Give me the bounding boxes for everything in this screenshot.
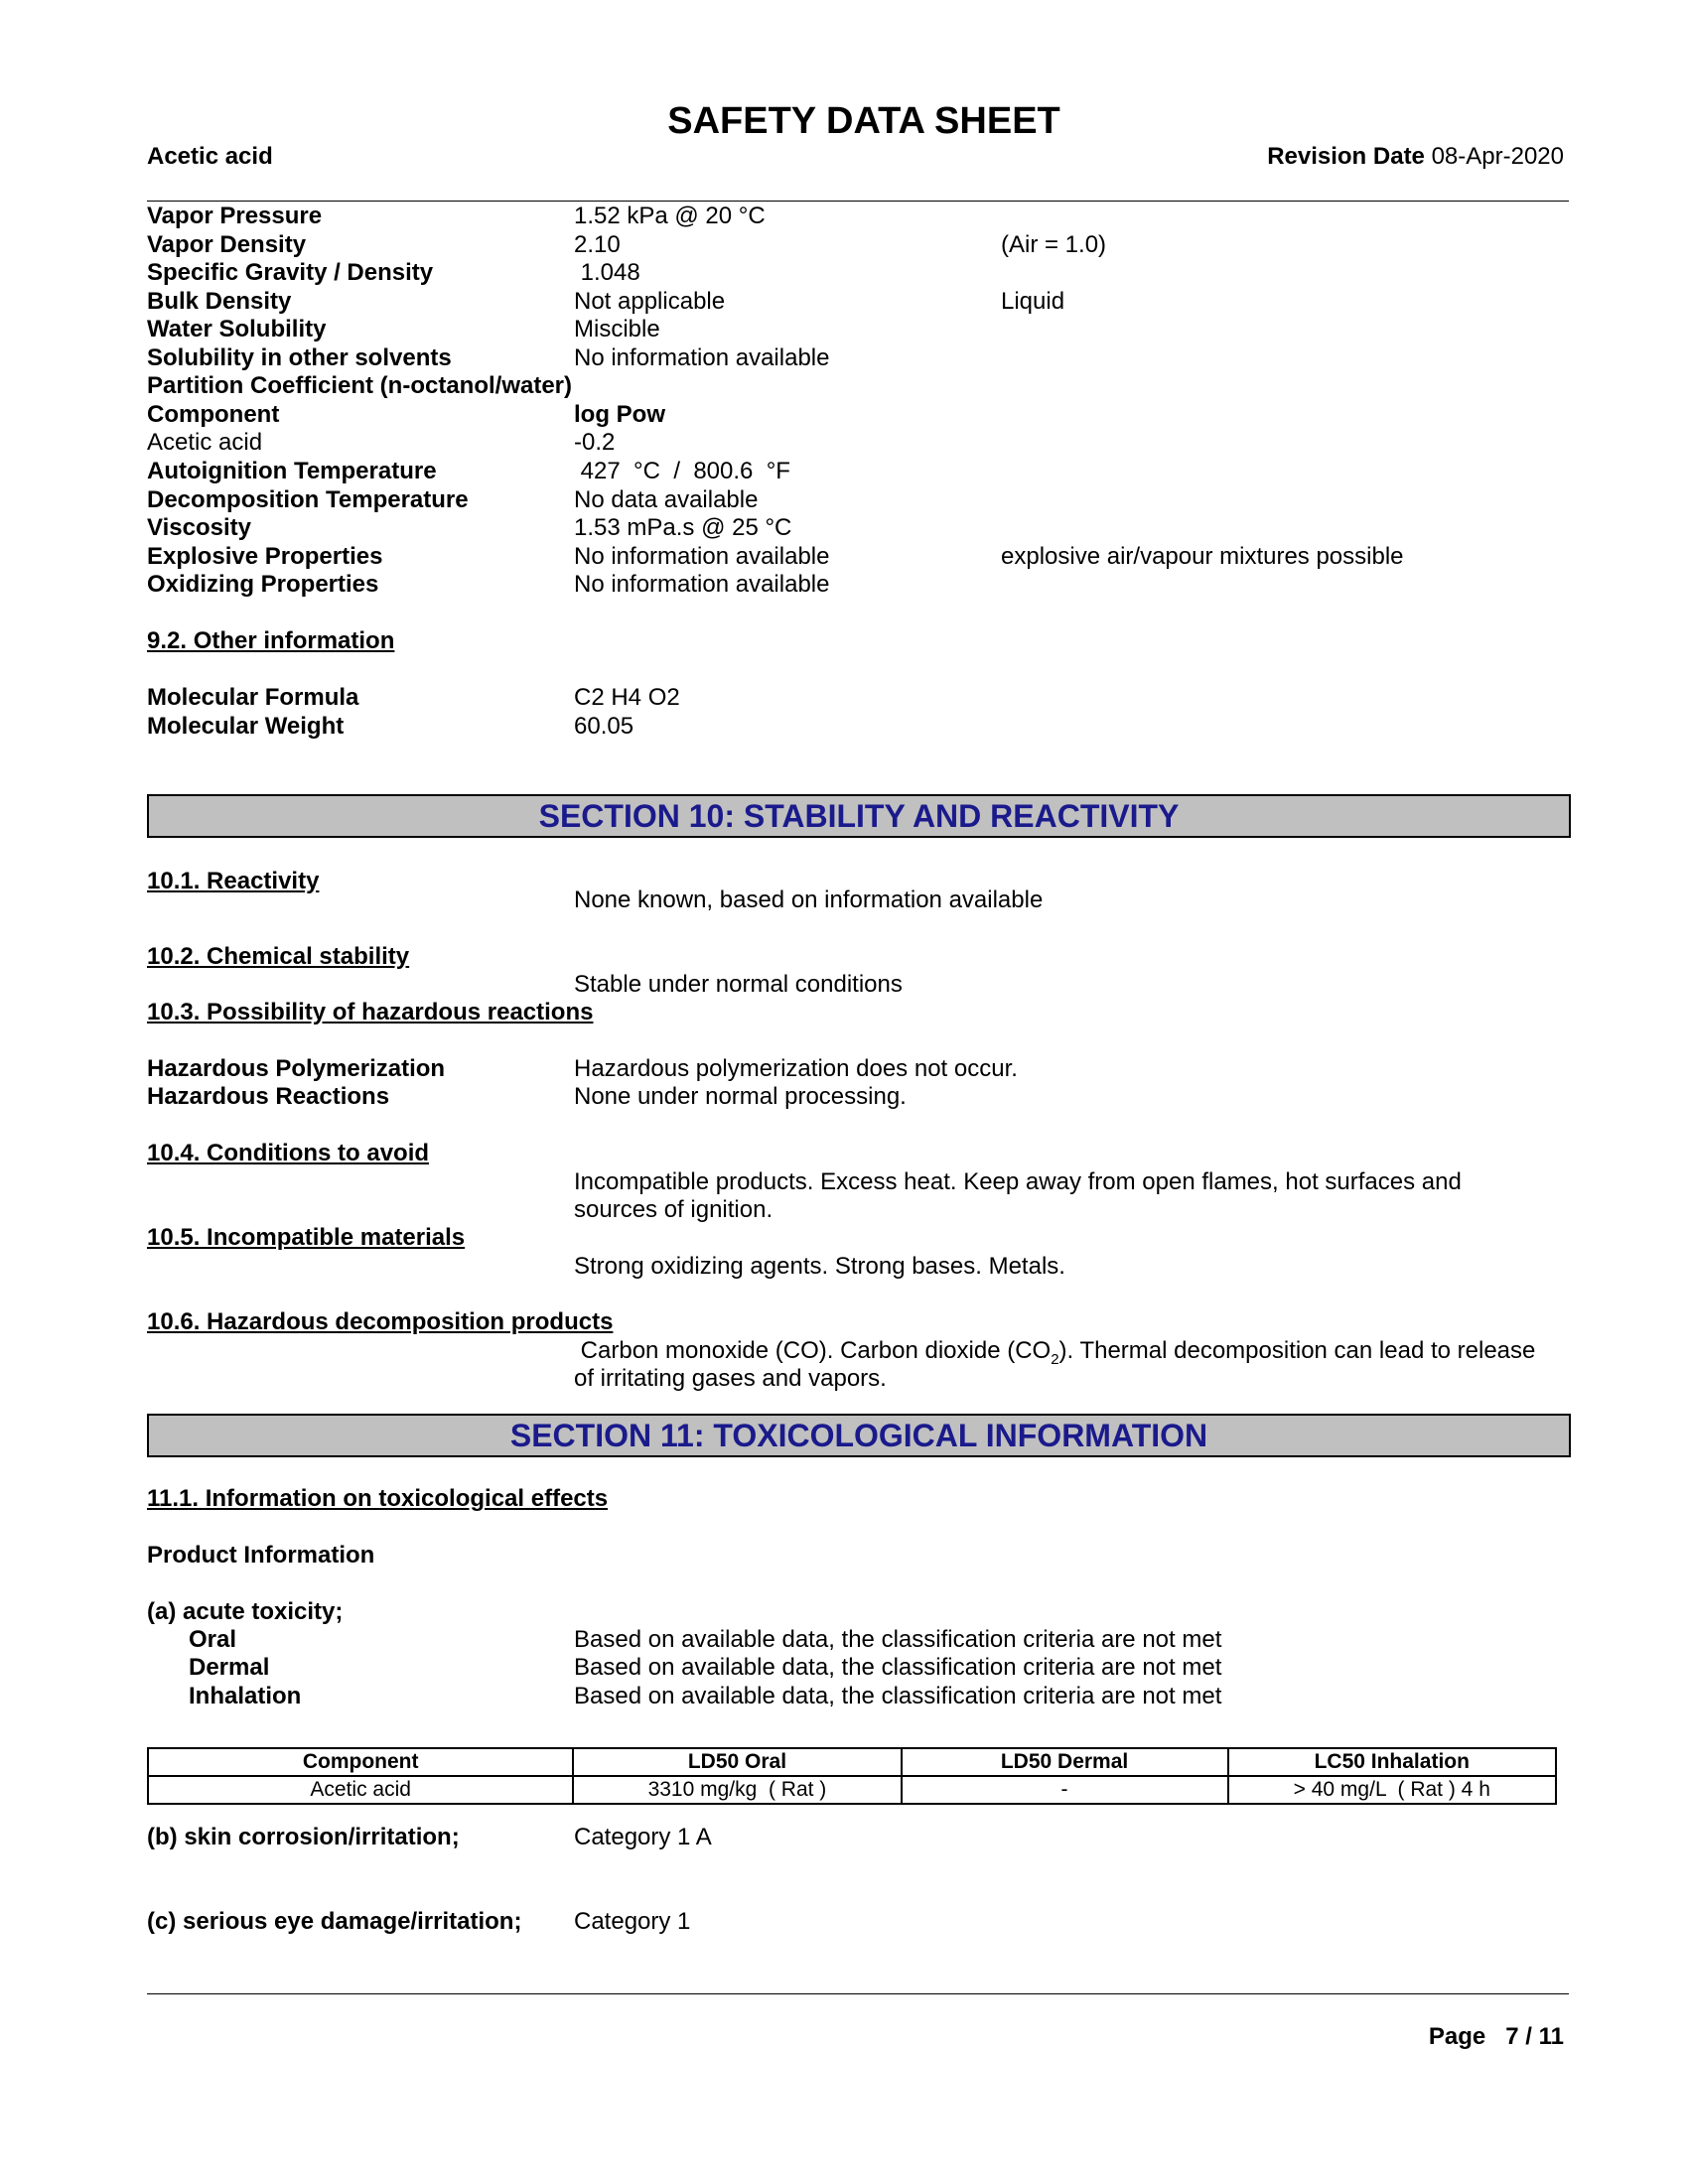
property-value: No information available <box>574 344 830 371</box>
property-value: Not applicable <box>574 288 726 315</box>
reactions-label: Hazardous Reactions <box>147 1083 390 1110</box>
property-label: Vapor Pressure <box>147 203 323 229</box>
property-label: Specific Gravity / Density <box>147 259 434 286</box>
incompatible-text: Strong oxidizing agents. Strong bases. Metals. <box>574 1253 1065 1280</box>
partition-logpow-header: log Pow <box>574 401 665 428</box>
table-row <box>148 1776 1556 1804</box>
table-header-row <box>148 1748 1556 1776</box>
product-name: Acetic acid <box>147 143 273 170</box>
reactivity-heading: 10.1. Reactivity <box>147 868 320 894</box>
property-value: No data available <box>574 486 759 513</box>
property-value: No information available <box>574 571 830 598</box>
dermal-label: Dermal <box>189 1654 270 1681</box>
table-header-cell: LC50 Inhalation <box>1228 1748 1556 1776</box>
polymerization-text: Hazardous polymerization does not occur. <box>574 1055 1018 1082</box>
section-11-header: SECTION 11: TOXICOLOGICAL INFORMATION <box>147 1414 1571 1457</box>
table-header-cell: LD50 Dermal <box>902 1748 1228 1776</box>
property-label: Solubility in other solvents <box>147 344 452 371</box>
dermal-criteria: Based on available data, the classification criteria are not met <box>574 1654 1222 1681</box>
property-label: Vapor Density <box>147 231 307 258</box>
acute-toxicity-label: (a) acute toxicity; <box>147 1598 344 1625</box>
stability-heading: 10.2. Chemical stability <box>147 943 410 970</box>
property-label: Oxidizing Properties <box>147 571 379 598</box>
property-value: Miscible <box>574 316 660 342</box>
property-label: Water Solubility <box>147 316 327 342</box>
polymerization-label: Hazardous Polymerization <box>147 1055 446 1082</box>
table-header-cell: Component <box>148 1748 573 1776</box>
property-value: 1.048 <box>574 259 640 286</box>
skin-corrosion-value: Category 1 A <box>574 1824 712 1850</box>
partition-component-header: Component <box>147 401 280 428</box>
eye-damage-value: Category 1 <box>574 1908 691 1935</box>
product-info-label: Product Information <box>147 1542 375 1569</box>
revision-label: Revision Date <box>1267 143 1425 170</box>
conditions-avoid-heading: 10.4. Conditions to avoid <box>147 1140 430 1166</box>
other-info-heading: 9.2. Other information <box>147 627 395 654</box>
reactivity-text: None known, based on information available <box>574 887 1044 913</box>
table-cell: - <box>902 1776 1228 1804</box>
decomposition-text-2: of irritating gases and vapors. <box>574 1365 887 1392</box>
toxicity-table <box>147 1747 1557 1805</box>
property-extra: explosive air/vapour mixtures possible <box>1001 543 1404 570</box>
stability-text: Stable under normal conditions <box>574 971 903 998</box>
page-number <box>1429 2023 1564 2051</box>
property-label: Autoignition Temperature <box>147 458 437 484</box>
page-label: Page <box>1428 2023 1486 2050</box>
property-value: No information available <box>574 543 830 570</box>
weight-label: Molecular Weight <box>147 713 345 740</box>
section-10-header: SECTION 10: STABILITY AND REACTIVITY <box>147 794 1571 838</box>
property-value: 2.10 <box>574 231 621 258</box>
table-cell: > 40 mg/L ( Rat ) 4 h <box>1228 1776 1556 1804</box>
document-title: SAFETY DATA SHEET <box>667 100 1060 142</box>
formula-label: Molecular Formula <box>147 684 359 711</box>
property-label: Bulk Density <box>147 288 292 315</box>
property-value: 427 °C / 800.6 °F <box>574 458 790 484</box>
table-cell: 3310 mg/kg ( Rat ) <box>573 1776 901 1804</box>
conditions-avoid-text-1: Incompatible products. Excess heat. Keep away from open flames, hot surfaces and <box>574 1168 1462 1195</box>
partition-logpow: -0.2 <box>574 429 616 456</box>
revision-date <box>1267 143 1564 171</box>
reactions-text: None under normal processing. <box>574 1083 907 1110</box>
weight-value: 60.05 <box>574 713 634 740</box>
decomposition-text-1: Carbon monoxide (CO). Carbon dioxide $(CO_2)$. Thermal decomposition can lead to release <box>574 1337 1536 1368</box>
oral-criteria: Based on available data, the classification criteria are not met <box>574 1626 1222 1653</box>
conditions-avoid-text-2: sources of ignition. <box>574 1196 774 1223</box>
property-extra: Liquid <box>1001 288 1065 315</box>
oral-label: Oral <box>189 1626 237 1653</box>
tox-effects-heading: 11.1. Information on toxicological effects <box>147 1485 609 1512</box>
hazardous-reactions-heading: 10.3. Possibility of hazardous reactions <box>147 999 594 1025</box>
partition-component: Acetic acid <box>147 429 263 456</box>
property-label: Decomposition Temperature <box>147 486 469 513</box>
page-value: 7 / 11 <box>1505 2023 1564 2050</box>
decomposition-heading: 10.6. Hazardous decomposition products <box>147 1308 614 1335</box>
inhalation-label: Inhalation <box>189 1683 302 1709</box>
eye-damage-label: (c) serious eye damage/irritation; <box>147 1908 522 1935</box>
partition-label: Partition Coefficient (n-octanol/water) <box>147 372 573 399</box>
incompatible-heading: 10.5. Incompatible materials <box>147 1224 466 1251</box>
property-label: Explosive Properties <box>147 543 383 570</box>
skin-corrosion-label: (b) skin corrosion/irritation; <box>147 1824 460 1850</box>
header-divider <box>147 201 1569 202</box>
property-extra: (Air = 1.0) <box>1001 231 1107 258</box>
table-cell: Acetic acid <box>148 1776 573 1804</box>
revision-value: 08-Apr-2020 <box>1431 143 1564 170</box>
formula-value: C2 H4 O2 <box>574 684 680 711</box>
footer-divider <box>147 1993 1569 1994</box>
property-value: 1.52 kPa @ 20 °C <box>574 203 766 229</box>
table-header-cell: LD50 Oral <box>573 1748 901 1776</box>
property-label: Viscosity <box>147 514 251 541</box>
property-value: 1.53 mPa.s @ 25 °C <box>574 514 792 541</box>
inhalation-criteria: Based on available data, the classification criteria are not met <box>574 1683 1222 1709</box>
